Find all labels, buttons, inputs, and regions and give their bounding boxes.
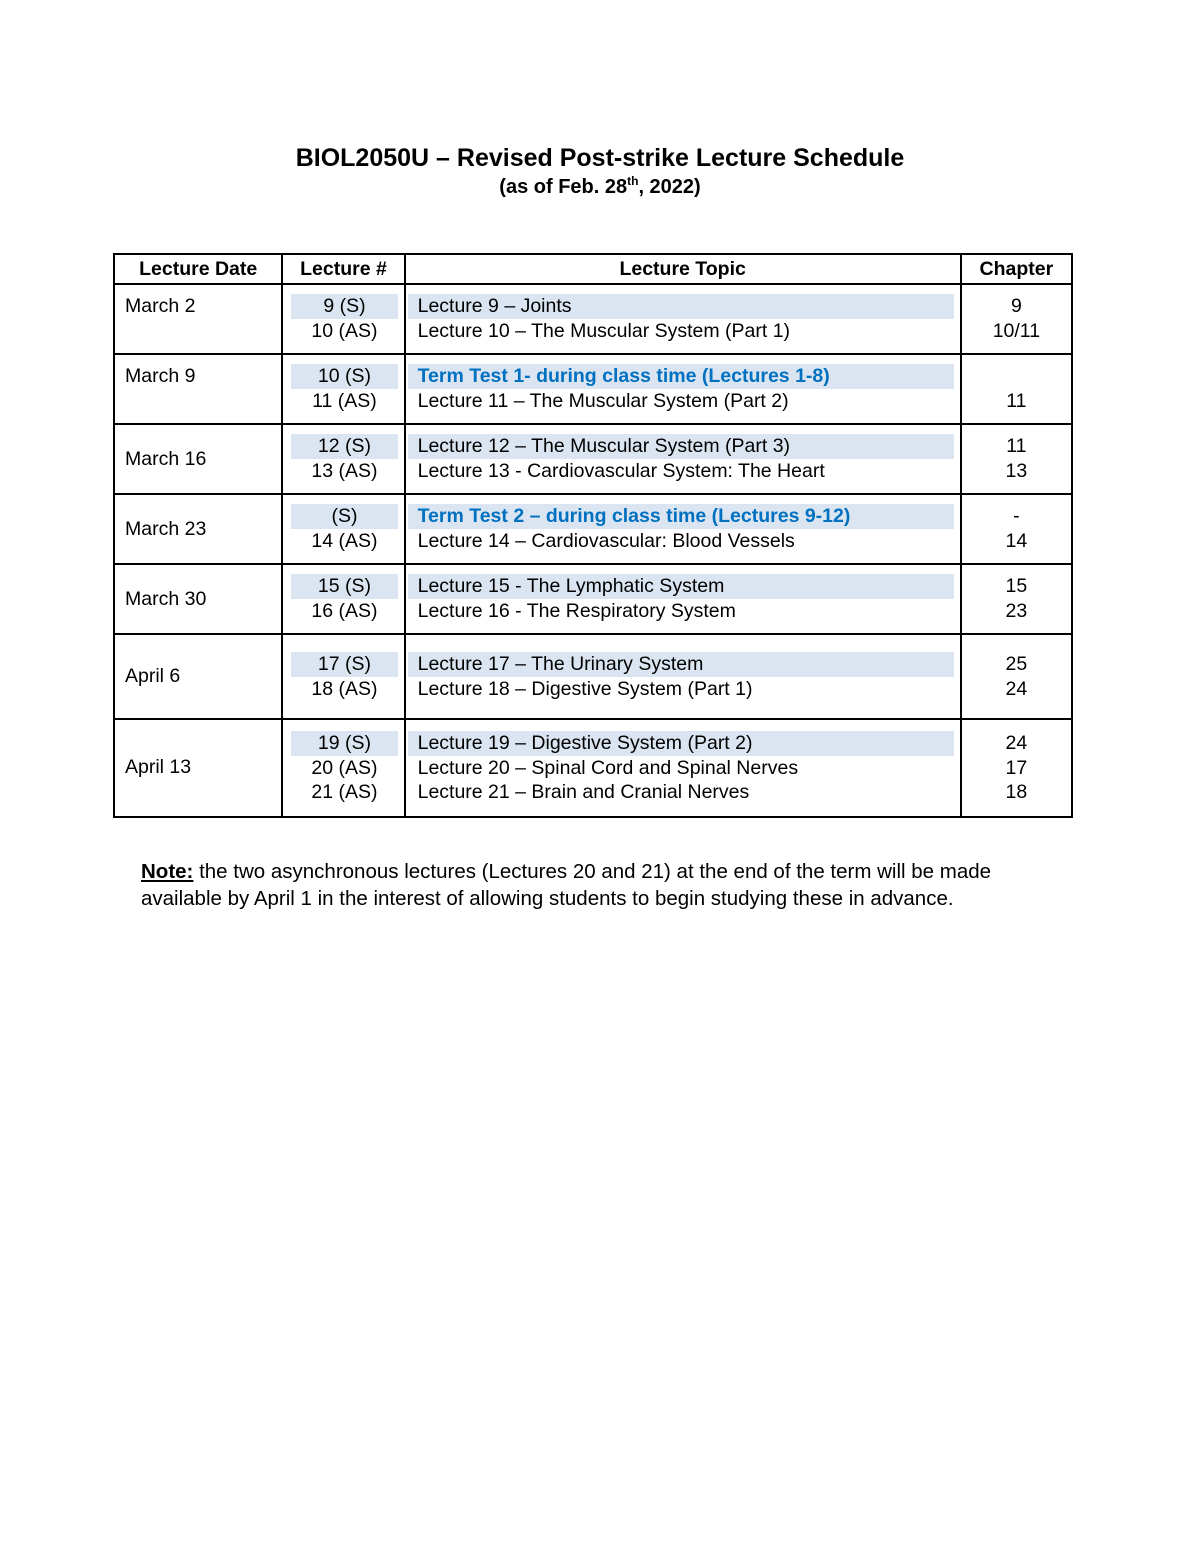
schedule-note xyxy=(141,858,1071,912)
lecture-number: 10 (S) xyxy=(291,364,397,389)
lecture-number: 13 (AS) xyxy=(311,459,378,482)
row-lecture-topics xyxy=(405,354,961,424)
lecture-number: 19 (S) xyxy=(291,731,397,756)
header-lecture-topic: Lecture Topic xyxy=(405,254,961,284)
lecture-topic: Lecture 21 – Brain and Cranial Nerves xyxy=(417,781,750,803)
note-text: the two asynchronous lectures (Lectures 20 and 21) at the end of the term will be made available by April 1 in the interest of allowing students to begin studying these in advance. xyxy=(141,860,992,910)
subtitle-prefix: (as of Feb. 28 xyxy=(499,176,628,198)
lecture-topic: Lecture 12 – The Muscular System (Part 3) xyxy=(408,434,954,459)
lecture-number: 21 (AS) xyxy=(311,781,378,803)
row-lecture-numbers xyxy=(282,719,404,817)
lecture-number: 18 (AS) xyxy=(311,677,378,700)
row-chapters xyxy=(961,564,1072,634)
row-chapters xyxy=(961,634,1072,719)
row-lecture-topics xyxy=(405,564,961,634)
chapter-number: 15 xyxy=(1005,575,1028,597)
row-date: April 6 xyxy=(114,634,282,719)
page-title: BIOL2050U – Revised Post-strike Lecture Schedule xyxy=(295,144,905,172)
lecture-schedule-table xyxy=(113,253,1073,818)
chapter-number: 24 xyxy=(1005,677,1028,700)
row-lecture-topics xyxy=(405,424,961,494)
subtitle-suffix: , 2022) xyxy=(638,176,701,198)
term-test-topic: Term Test 2 – during class time (Lectures 9-12) xyxy=(408,504,954,529)
header-lecture-date: Lecture Date xyxy=(114,254,282,284)
row-lecture-numbers xyxy=(282,284,404,354)
lecture-number: 14 (AS) xyxy=(311,529,378,552)
table-row xyxy=(114,284,1072,354)
row-chapters xyxy=(961,354,1072,424)
chapter-number: 11 xyxy=(1006,435,1027,457)
row-date: April 13 xyxy=(114,719,282,817)
chapter-number: 25 xyxy=(1005,653,1028,675)
header-lecture-number: Lecture # xyxy=(282,254,404,284)
lecture-topic: Lecture 14 – Cardiovascular: Blood Vessels xyxy=(417,529,795,552)
row-date: March 23 xyxy=(114,494,282,564)
row-date: March 16 xyxy=(114,424,282,494)
table-row xyxy=(114,494,1072,564)
row-lecture-numbers xyxy=(282,564,404,634)
lecture-number: 10 (AS) xyxy=(311,319,378,342)
chapter-number: - xyxy=(1013,505,1020,527)
chapter-number: 17 xyxy=(1005,756,1028,779)
row-lecture-numbers xyxy=(282,424,404,494)
lecture-number: 11 (AS) xyxy=(312,389,377,412)
table-row xyxy=(114,564,1072,634)
note-label: Note: xyxy=(141,860,194,883)
row-chapters xyxy=(961,719,1072,817)
lecture-number: 17 (S) xyxy=(291,652,397,677)
table-row xyxy=(114,354,1072,424)
lecture-topic: Lecture 19 – Digestive System (Part 2) xyxy=(408,731,954,756)
lecture-number: (S) xyxy=(291,504,397,529)
lecture-topic: Lecture 18 – Digestive System (Part 1) xyxy=(417,677,753,700)
term-test-topic: Term Test 1- during class time (Lectures 1-8) xyxy=(408,364,954,389)
chapter-number: 11 xyxy=(1006,389,1027,412)
chapter-number: 23 xyxy=(1005,599,1028,622)
lecture-topic: Lecture 11 – The Muscular System (Part 2) xyxy=(417,389,789,412)
lecture-topic: Lecture 13 - Cardiovascular System: The Heart xyxy=(417,459,825,482)
row-chapters xyxy=(961,494,1072,564)
chapter-number: 10/11 xyxy=(992,319,1041,342)
chapter-number: 9 xyxy=(1010,295,1022,317)
row-lecture-numbers xyxy=(282,354,404,424)
row-lecture-topics xyxy=(405,494,961,564)
lecture-number: 12 (S) xyxy=(291,434,397,459)
lecture-number: 16 (AS) xyxy=(311,599,378,622)
row-date: March 2 xyxy=(114,284,282,354)
row-lecture-numbers xyxy=(282,634,404,719)
table-row xyxy=(114,719,1072,817)
row-chapters xyxy=(961,284,1072,354)
lecture-number: 15 (S) xyxy=(291,574,397,599)
header-chapter: Chapter xyxy=(961,254,1072,284)
page-subtitle xyxy=(0,174,1200,200)
subtitle-superscript: th xyxy=(627,174,639,188)
row-chapters xyxy=(961,424,1072,494)
table-row xyxy=(114,424,1072,494)
lecture-topic: Lecture 20 – Spinal Cord and Spinal Nerves xyxy=(417,756,799,779)
lecture-topic: Lecture 10 – The Muscular System (Part 1) xyxy=(417,319,791,342)
chapter-number xyxy=(962,364,1071,389)
row-date: March 9 xyxy=(114,354,282,424)
table-header-row xyxy=(114,254,1072,284)
chapter-number: 13 xyxy=(1005,459,1028,482)
chapter-number: 18 xyxy=(1005,781,1028,803)
row-date: March 30 xyxy=(114,564,282,634)
lecture-topic: Lecture 17 – The Urinary System xyxy=(408,652,954,677)
lecture-number: 20 (AS) xyxy=(311,756,378,779)
row-lecture-numbers xyxy=(282,494,404,564)
row-lecture-topics xyxy=(405,719,961,817)
table-row xyxy=(114,634,1072,719)
lecture-topic: Lecture 15 - The Lymphatic System xyxy=(408,574,954,599)
chapter-number: 14 xyxy=(1005,529,1028,552)
lecture-number: 9 (S) xyxy=(291,294,397,319)
lecture-topic: Lecture 16 - The Respiratory System xyxy=(417,599,736,622)
lecture-topic: Lecture 9 – Joints xyxy=(408,294,954,319)
row-lecture-topics xyxy=(405,634,961,719)
row-lecture-topics xyxy=(405,284,961,354)
chapter-number: 24 xyxy=(1005,732,1028,754)
